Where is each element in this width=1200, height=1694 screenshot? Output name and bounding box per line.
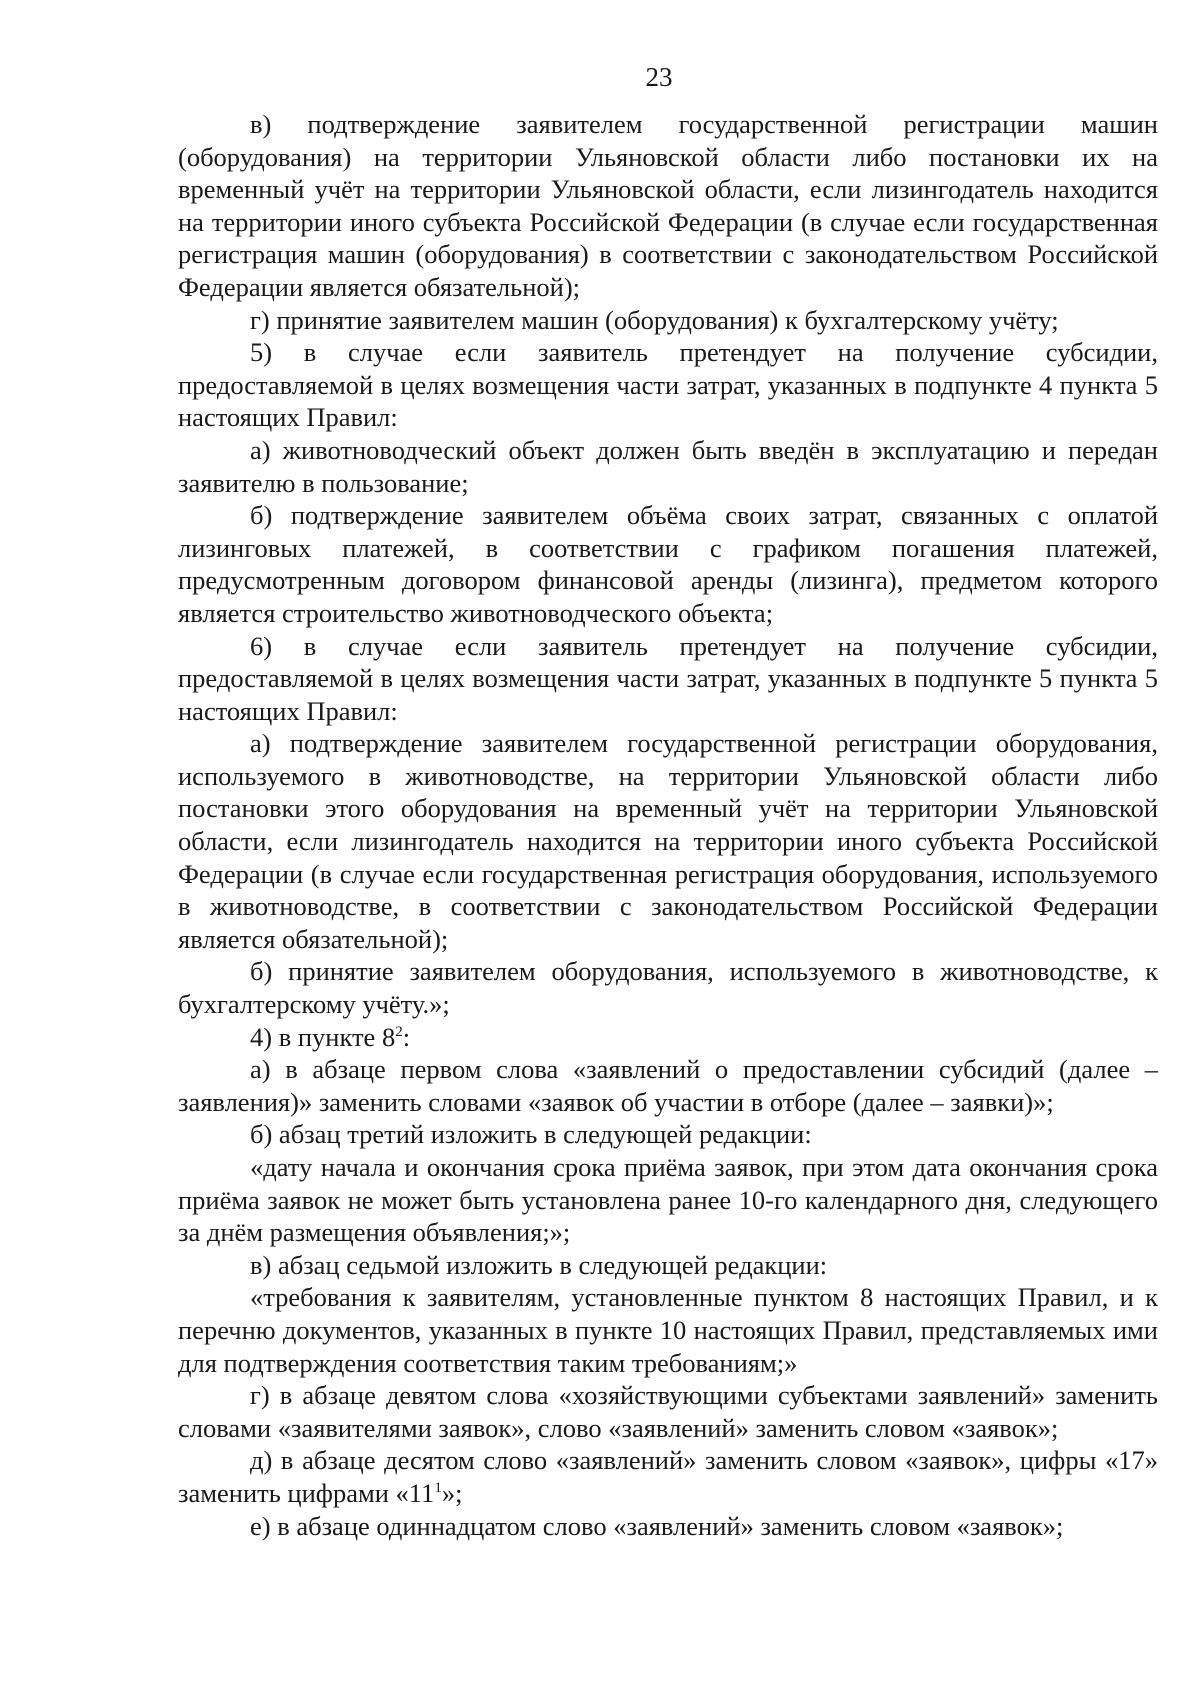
- paragraph-g-ninth-abzac: г) в абзаце девятом слова «хозяйствующими субъектами заявлений» заменить словами «заявителями заявок», слово «заявлений» заменить словом «заявок»;: [178, 1380, 1158, 1443]
- item-d-suffix: »;: [441, 1477, 463, 1508]
- item-d-superscript: 1: [434, 1480, 442, 1497]
- paragraph-a-first-abzac: а) в абзаце первом слова «заявлений о предоставлении субсидий (далее – заявления)» заменить словами «заявок об участии в отборе (далее – заявки)»;: [178, 1054, 1158, 1117]
- paragraph-requirements-quote: «требования к заявителям, установленные пунктом 8 настоящих Правил, и к перечню документов, указанных в пункте 10 настоящих Правил, представляемых ими для подтверждения соответствия таким требованиям;»: [178, 1282, 1158, 1378]
- paragraph-v-registration: в) подтверждение заявителем государственной регистрации машин (оборудования) на территории Ульяновской области либо постановки их на временный учёт на территории Ульяновской области, если лизингодатель находится на территории иного субъекта Российской Федерации (в случае если государственная регистрация машин (оборудования) в соответствии с законодательством Российской Федерации является обязательной);: [178, 109, 1158, 302]
- paragraph-e-eleventh-abzac: е) в абзаце одиннадцатом слово «заявлений» заменить словом «заявок»;: [250, 1510, 1064, 1541]
- paragraph-d-tenth-abzac: [178, 1444, 1158, 1509]
- paragraph-6-subsidy: 6) в случае если заявитель претендует на получение субсидии, предоставляемой в целях возмещения части затрат, указанных в подпункте 5 пункта 5 настоящих Правил:: [178, 630, 1158, 726]
- item-4-text: 4) в пункте 8: [250, 1021, 396, 1052]
- item-4-suffix: :: [402, 1021, 411, 1052]
- paragraph-4-point-8: [178, 1021, 1158, 1054]
- paragraph-date-quote: «дату начала и окончания срока приёма заявок, при этом дата окончания срока приёма заявок не может быть установлена ранее 10-го календарного дня, следующего за днём размещения объявления;»;: [178, 1152, 1158, 1248]
- paragraph-b-equipment-accounting: б) принятие заявителем оборудования, используемого в животноводстве, к бухгалтерскому учёту.»;: [178, 956, 1158, 1020]
- document-body: [178, 108, 1158, 1542]
- paragraph-a-equipment-registration: а) подтверждение заявителем государственной регистрации оборудования, используемого в животноводстве, на территории Ульяновской области либо постановки этого оборудования на временный учёт на территории Ульяновской области, если лизингодатель находится на территории иного субъекта Российской Федерации (в случае если государственная регистрация оборудования, используемого в животноводстве, в соответствии с законодательством Российской Федерации является обязательной);: [178, 728, 1158, 954]
- page-number: 23: [645, 62, 673, 92]
- paragraph-a-livestock-object: а) животноводческий объект должен быть введён в эксплуатацию и передан заявителю в пользование;: [178, 434, 1158, 498]
- paragraph-5-subsidy: 5) в случае если заявитель претендует на получение субсидии, предоставляемой в целях возмещения части затрат, указанных в подпункте 4 пункта 5 настоящих Правил:: [178, 337, 1158, 433]
- paragraph-b-leasing-costs: б) подтверждение заявителем объёма своих затрат, связанных с оплатой лизинговых платежей, в соответствии с графиком погашения платежей, предусмотренным договором финансовой аренды (лизинга), предметом которого является строительство животноводческого объекта;: [178, 500, 1158, 628]
- paragraph-b-third-abzac: б) абзац третий изложить в следующей редакции:: [250, 1119, 812, 1150]
- paragraph-g-accounting: г) принятие заявителем машин (оборудования) к бухгалтерскому учёту;: [250, 304, 1059, 335]
- item-d-text: д) в абзаце десятом слово «заявлений» заменить словом «заявок», цифры «17» заменить цифрами «11: [178, 1445, 1158, 1508]
- item-4-superscript: 2: [395, 1023, 403, 1040]
- paragraph-v-seventh-abzac: в) абзац седьмой изложить в следующей редакции:: [250, 1249, 828, 1280]
